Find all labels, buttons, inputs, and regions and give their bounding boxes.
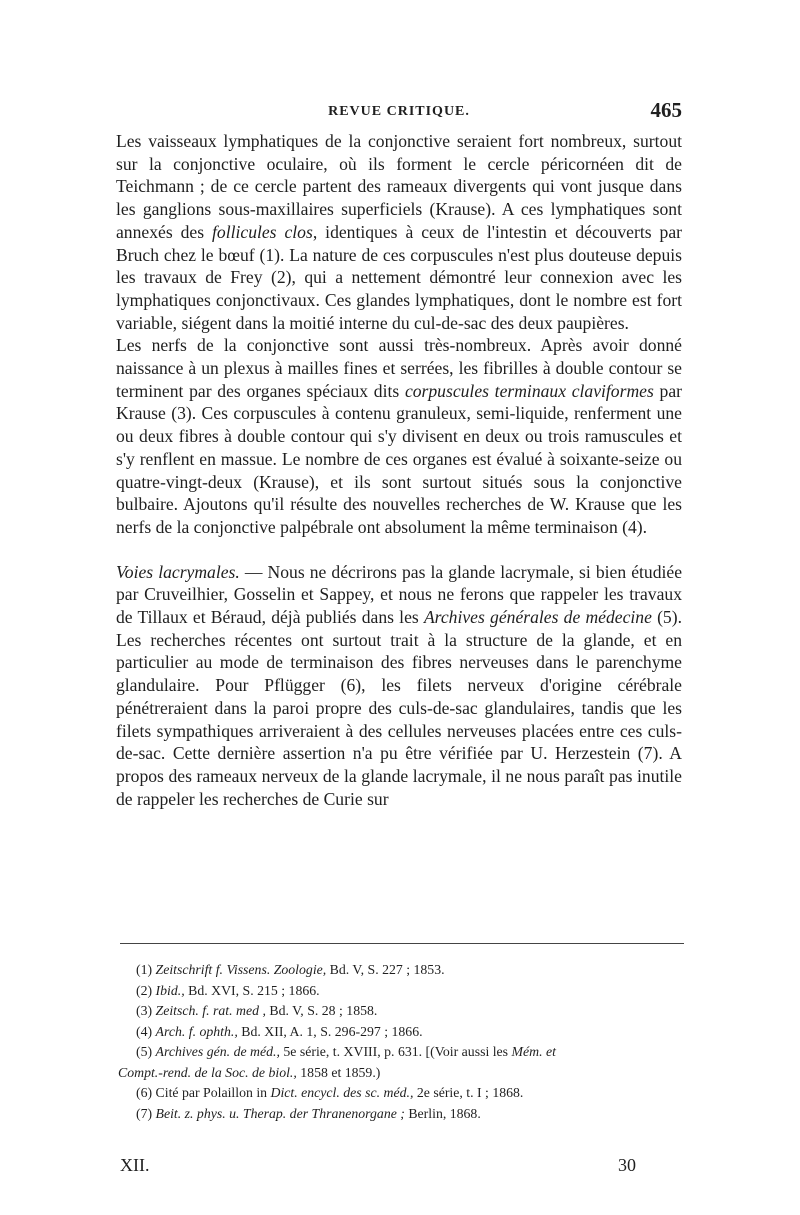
footnote: (4) Arch. f. ophth., Bd. XII, A. 1, S. 296-297 ; 1866. xyxy=(136,1023,423,1039)
paragraph-lacrimal: Voies lacrymales. — Nous ne décrirons pas la glande lacrymale, si bien étudiée par Cruveilhier, Gosselin et Sappey, et nous ne ferons que rappeler les travaux de Tillaux et Béraud, déjà publiés dans les Archives générales de médecine (5). Les recherches récentes ont surtout trait à la structure de la glande, et en particulier au mode de terminaison des fibres nerveuses dans le parenchyme glandulaire. Pour Pflügger (6), les filets nerveux d'origine cérébrale pénétreraient dans la paroi propre des culs-de-sac glandulaires, tandis que les filets sympathiques arriveraient à des cellules nerveuses placées entre ces culs-de-sac. Cette dernière assertion n'a pu être vérifiée par U. Herzestein (7). A propos des rameaux nerveux de la glande lacrymale, il ne nous paraît pas inutile de rappeler les recherches de Curie sur xyxy=(116,561,682,809)
footnote: (6) Cité par Polaillon in Dict. encycl. des sc. méd., 2e série, t. I ; 1868. xyxy=(136,1085,524,1100)
footnote: (1) Zeitschrift f. Vissens. Zoologie, Bd. V, S. 227 ; 1853. xyxy=(136,962,445,977)
running-title: REVUE CRITIQUE. xyxy=(328,104,470,119)
paragraph-lymphatics: Les vaisseaux lymphatiques de la conjonctive seraient fort nombreux, surtout sur la conjonctive oculaire, où ils forment le cercle péricornéen dit de Teichmann ; de ce cercle partent des rameaux divergents qui vont jusque dans les ganglions sous-maxillaires superficiels (Krause). A ces lymphatiques sont annexés des follicules clos, identiques à ceux de l'intestin et découverts par Bruch chez le bœuf (1). La nature de ces corpuscules n'est plus douteuse depuis les travaux de Frey (2), qui a nettement démontré leur connexion avec les lymphatiques conjonctivaux. Ces glandes lymphatiques, dont le nombre est fort variable, siégent dans la moitié interne du cul-de-sac des deux paupières. xyxy=(116,131,682,333)
footnote: (2) Ibid., Bd. XVI, S. 215 ; 1866. xyxy=(136,982,320,998)
footnote: (7) Beit. z. phys. u. Therap. der Thranenorgane ; Berlin, 1868. xyxy=(136,1105,481,1121)
footnote-continuation: Compt.-rend. de la Soc. de biol., 1858 et 1859.) xyxy=(118,1064,381,1080)
page-footer xyxy=(116,1155,636,1181)
footnote: (3) Zeitsch. f. rat. med , Bd. V, S. 28 ; 1858. xyxy=(136,1003,378,1018)
paragraph-nerves: Les nerfs de la conjonctive sont aussi très-nombreux. Après avoir donné naissance à un plexus à mailles fines et serrées, les fibrilles à double contour se terminent par des organes spéciaux dits corpuscules terminaux claviformes par Krause (3). Ces corpuscules à contenu granuleux, semi-liquide, renferment une ou deux fibres à double contour qui s'y divisent en deux ou trois ramuscules et s'y renflent en massue. Le nombre de ces organes est évalué à soixante-seize ou quatre-vingt-deux (Krause), et ils sont surtout situés sous la conjonctive bulbaire. Ajoutons qu'il résulte des nouvelles recherches de W. Krause que les nerfs de la conjonctive palpébrale ont absolument la même terminaison (4). xyxy=(116,335,682,537)
signature-number: 30 xyxy=(618,1155,636,1175)
page-header xyxy=(116,98,682,128)
footnote-divider xyxy=(120,943,684,944)
footnotes xyxy=(118,960,688,1124)
footnote: (5) Archives gén. de méd., 5e série, t. XVIII, p. 631. [(Voir aussi les Mém. et xyxy=(136,1044,556,1059)
page-number: 465 xyxy=(650,98,682,122)
main-text xyxy=(116,130,682,810)
signature-mark: XII. xyxy=(120,1155,150,1175)
